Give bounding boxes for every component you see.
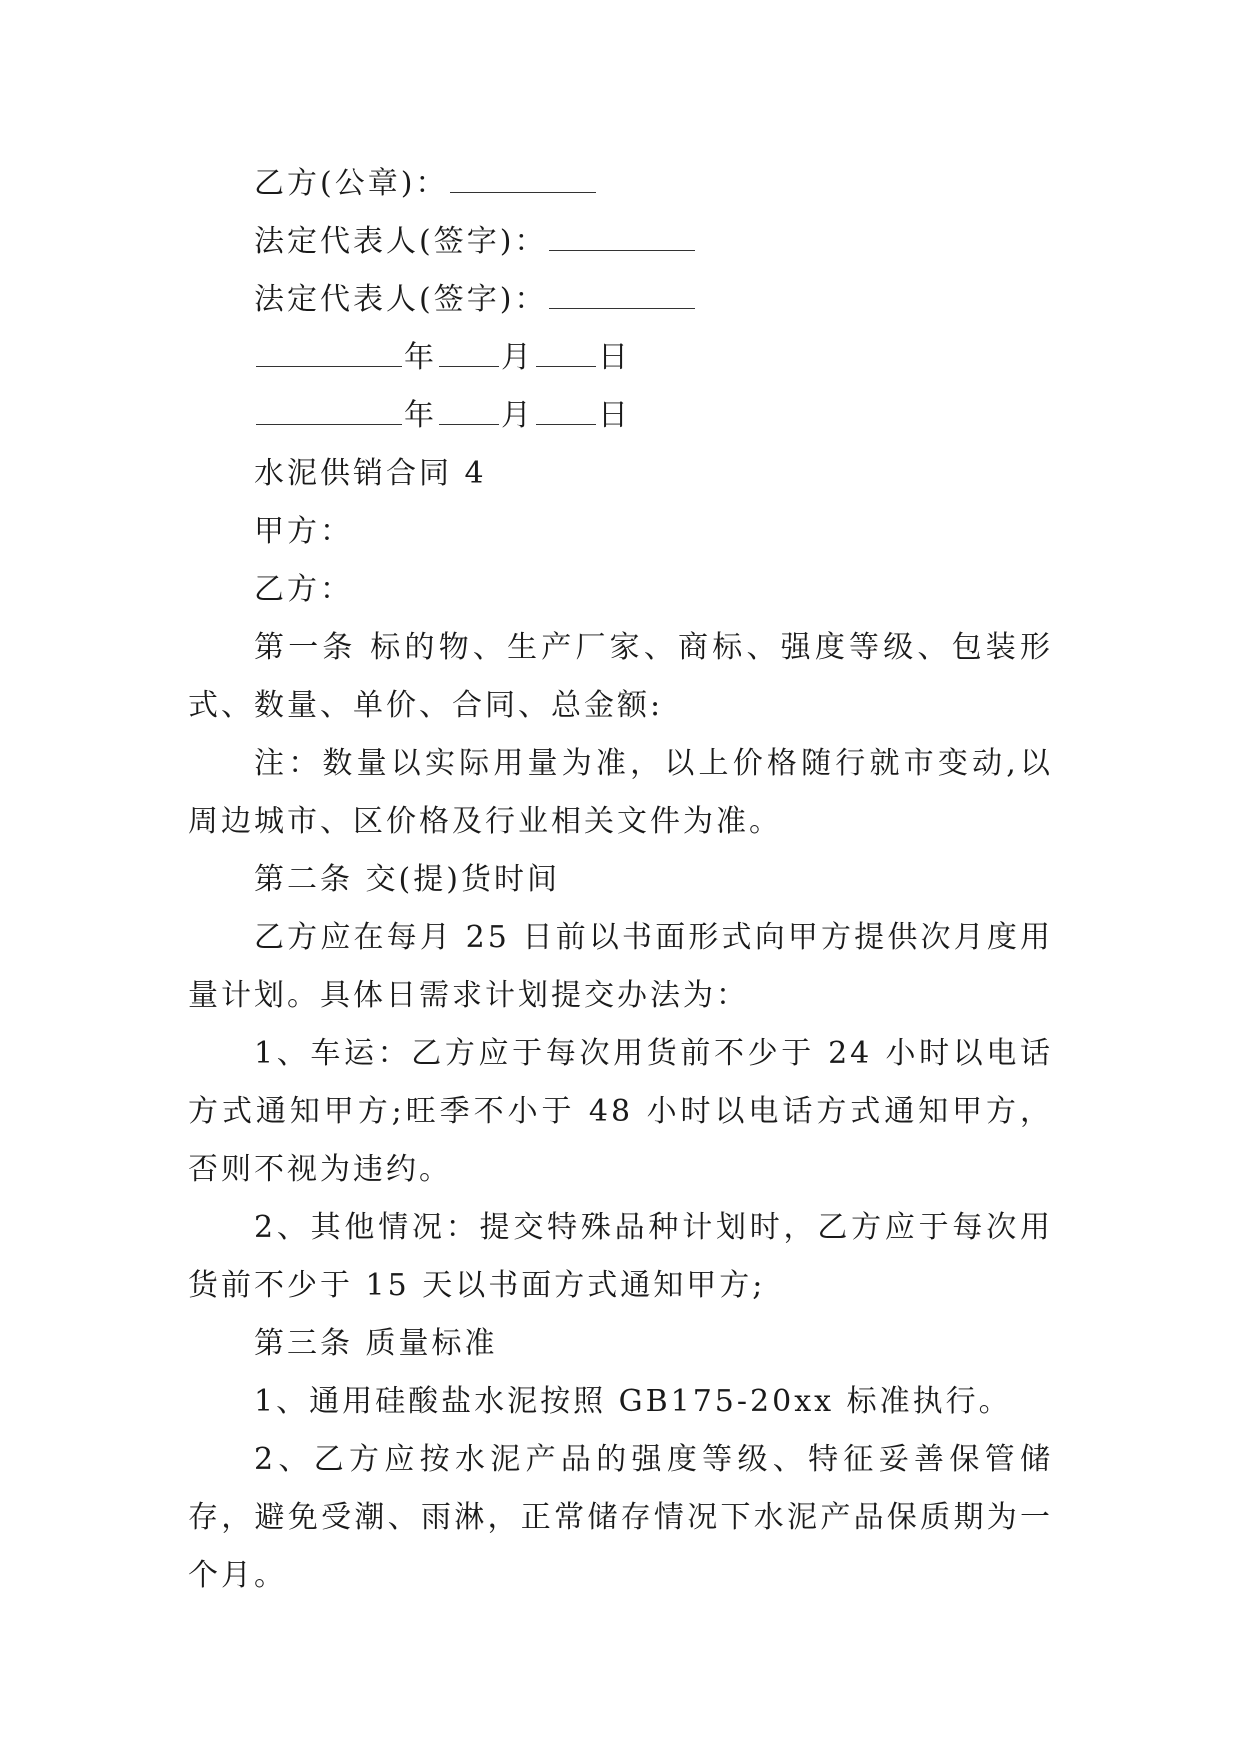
article-2-item-2: 2、其他情况：提交特殊品种计划时，乙方应于每次用货前不少于 15 天以书面方式通知甲方;: [188, 1210, 1053, 1303]
legal-rep-line-2: [188, 271, 1053, 329]
signature-blank: [549, 274, 695, 309]
day-label: 日: [598, 398, 631, 433]
contract-title: 水泥供销合同 4: [254, 456, 487, 491]
month-label: 月: [501, 398, 534, 433]
month-blank: [439, 332, 499, 367]
article-2-paragraph: 乙方应在每月 25 日前以书面形式向甲方提供次月度用量计划。具体日需求计划提交办法为：: [188, 920, 1053, 1013]
day-blank: [536, 332, 596, 367]
year-blank: [256, 390, 402, 425]
day-blank: [536, 390, 596, 425]
day-label: 日: [598, 340, 631, 375]
article-3-item-1: 1、通用硅酸盐水泥按照 GB175-20xx 标准执行。: [254, 1384, 1012, 1419]
month-label: 月: [501, 340, 534, 375]
year-label: 年: [404, 340, 437, 375]
article-3-heading: 第三条 质量标准: [254, 1326, 498, 1361]
document-body: [188, 155, 1053, 1605]
article-3-item-2: 2、乙方应按水泥产品的强度等级、特征妥善保管储存，避免受潮、雨淋，正常储存情况下水泥产品保质期为一个月。: [188, 1442, 1053, 1593]
signature-blank: [450, 158, 596, 193]
legal-rep-line-1: [188, 213, 1053, 271]
article-2-heading: 第二条 交(提)货时间: [254, 862, 560, 897]
party-b-seal-label: 乙方(公章)：: [254, 166, 449, 201]
legal-rep-label-2: 法定代表人(签字)：: [254, 282, 548, 317]
party-b-seal-line: [188, 155, 1053, 213]
year-label: 年: [404, 398, 437, 433]
month-blank: [439, 390, 499, 425]
article-2-item-1: 1、车运：乙方应于每次用货前不少于 24 小时以电话方式通知甲方;旺季不小于 48 小时以电话方式通知甲方，否则不视为违约。: [188, 1036, 1053, 1187]
year-blank: [256, 332, 402, 367]
signature-blank: [549, 216, 695, 251]
party-a-line: 甲方：: [254, 514, 353, 549]
date-line-1: [188, 329, 1053, 387]
legal-rep-label-1: 法定代表人(签字)：: [254, 224, 548, 259]
article-1-heading: 第一条 标的物、生产厂家、商标、强度等级、包装形式、数量、单价、合同、总金额:: [188, 630, 1053, 723]
article-1-note: 注：数量以实际用量为准，以上价格随行就市变动,以周边城市、区价格及行业相关文件为准。: [188, 746, 1053, 839]
party-b-line: 乙方：: [254, 572, 353, 607]
date-line-2: [188, 387, 1053, 445]
